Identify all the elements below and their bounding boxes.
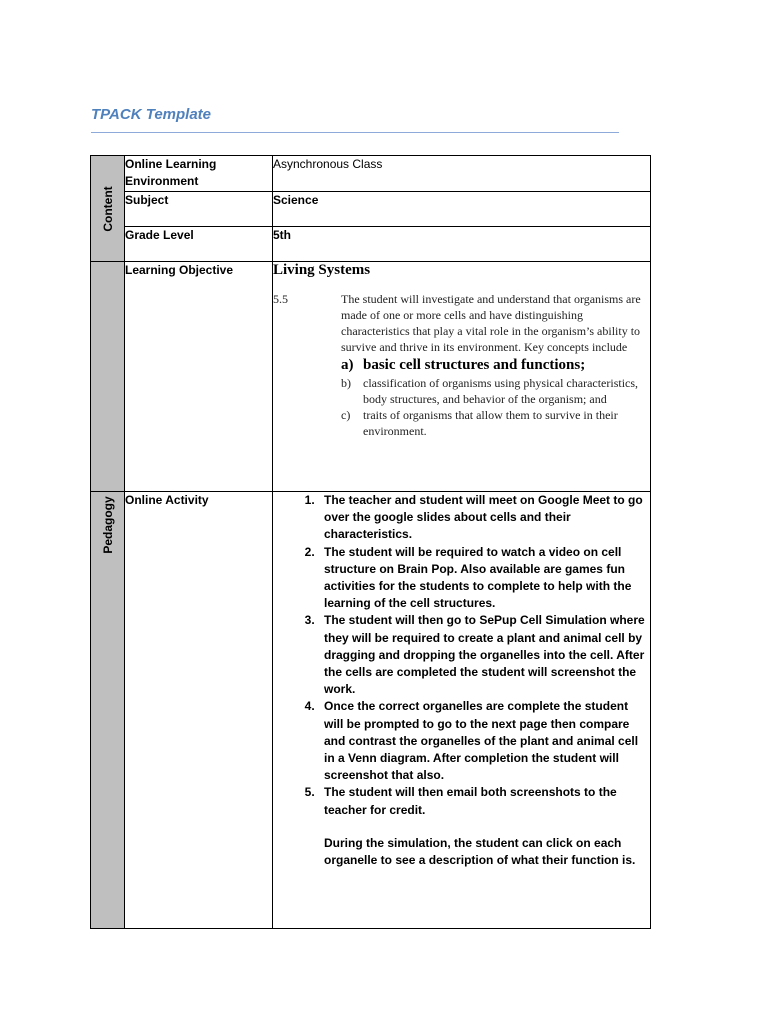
standard (273, 291, 650, 355)
tpack-table (90, 155, 651, 929)
table-row (91, 156, 651, 192)
list-marker: c) (341, 408, 351, 422)
grade-value: 5th (273, 227, 651, 262)
table-row (91, 492, 651, 929)
objective-value (273, 262, 651, 492)
pedagogy-band-label: Pedagogy (100, 496, 115, 554)
content-band (91, 156, 125, 262)
pedagogy-band (91, 492, 125, 929)
title-underline (91, 132, 619, 133)
environment-label: Online Learning Environment (125, 156, 273, 192)
list-item: 4. Once the correct organelles are complete the student will be prompted to go to the next page then compare and contrast the organelles of the plant and animal cell in a Venn diagram. After completion the student will screenshot that also. (318, 698, 650, 784)
activity-note: During the simulation, the student can click on each organelle to see a description of what their function is. (324, 835, 636, 868)
objective-heading: Living Systems (273, 262, 371, 278)
list-item: 1. The teacher and student will meet on Google Meet to go over the google slides about cells and their characteristics. (318, 492, 650, 544)
subject-label: Subject (125, 192, 273, 227)
subject-value: Science (273, 192, 651, 227)
standard-number: 5.5 (273, 292, 288, 306)
list-item (341, 356, 650, 375)
table-row (91, 262, 651, 492)
table-row (91, 227, 651, 262)
activity-steps (273, 492, 650, 819)
list-item-text: basic cell structures and functions; (363, 357, 586, 373)
grade-label: Grade Level (125, 227, 273, 262)
list-item: 3. The student will then go to SePup Cell Simulation where they will be required to create a plant and animal cell by dragging and dropping the organelles into the cell. After the cells are completed the student will screenshot the work. (318, 612, 650, 698)
activity-label: Online Activity (125, 492, 273, 929)
document-title: TPACK Template (91, 106, 212, 123)
content-band-label: Content (100, 185, 115, 232)
list-item: 5. The student will then email both screenshots to the teacher for credit. (318, 784, 650, 818)
objective-label: Learning Objective (125, 262, 273, 492)
list-marker: a) (341, 357, 354, 373)
environment-value (273, 156, 651, 192)
list-item (341, 407, 650, 439)
list-item (341, 375, 650, 407)
environment-value-text: Asynchronous Class (273, 157, 383, 171)
list-item: 2. The student will be required to watch a video on cell structure on Brain Pop. Also available are games fun activities for the students to complete to help with the learning of the cell structures. (318, 544, 650, 613)
table-row (91, 192, 651, 227)
activity-value (273, 492, 651, 929)
content-band-continued (91, 262, 125, 492)
list-item-text: traits of organisms that allow them to survive in their environment. (363, 408, 618, 438)
list-marker: b) (341, 376, 351, 390)
list-item-text: classification of organisms using physical characteristics, body structures, and behavior of the organism; and (363, 376, 639, 406)
standard-text: The student will investigate and understand that organisms are made of one or more cells and have distinguishing characteristics that play a vital role in the organism’s ability to survive and thrive in its environment. Key concepts include (341, 292, 641, 354)
